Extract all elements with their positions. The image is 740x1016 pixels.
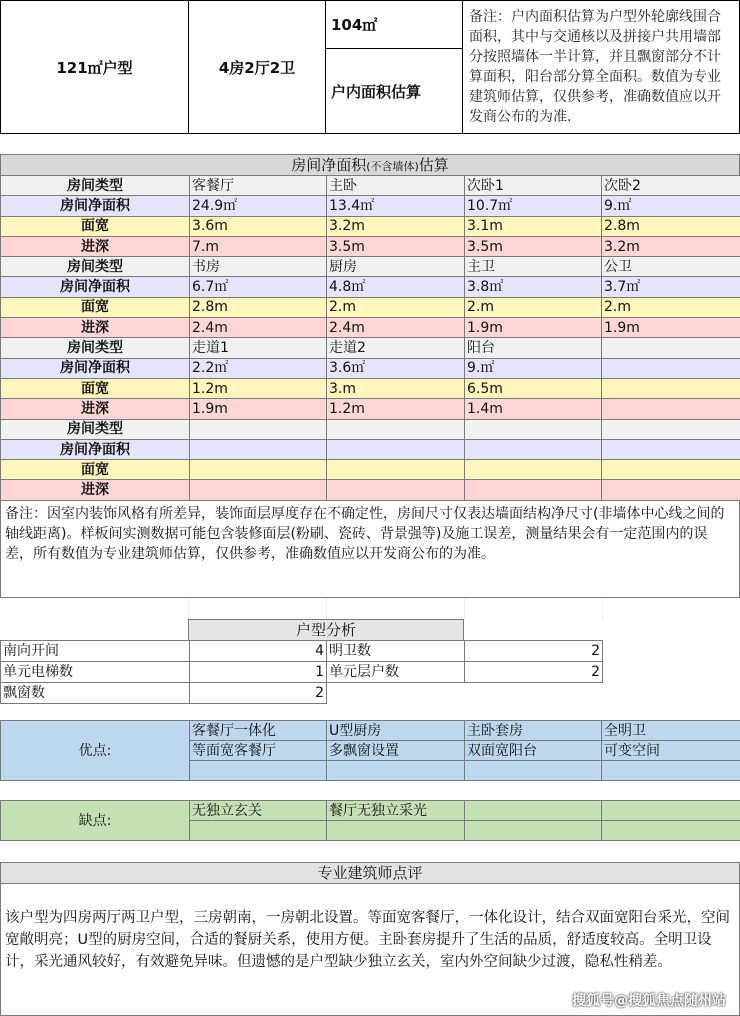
pros-item: 主卧套房 [465,721,602,741]
table-cell [602,338,740,358]
cons-item: 餐厅无独立采光 [327,801,465,821]
cons-item [602,821,740,841]
table-cell: 次卧2 [602,176,740,196]
row-label: 房间类型 [1,338,190,358]
pros-item: 可变空间 [602,741,740,761]
analysis-title-text: 户型分析 [295,621,356,639]
room-section-title-main: 房间净面积 [291,156,367,174]
inner-area-label-cell [325,48,463,134]
room-section-title-small: (不含墙体) [366,160,419,173]
table-cell: 2.4m [190,318,327,338]
cons-item [465,801,602,821]
cons-item [327,821,465,841]
table-cell: 2.m [465,297,602,317]
room-depth-row [1,236,740,256]
row-label: 房间类型 [1,257,190,277]
table-cell [327,480,465,500]
room-depth-row [1,480,740,500]
table-cell: 3.m [327,378,465,398]
table-cell: 3.5m [327,236,465,256]
analysis-value: 1 [190,662,327,683]
table-cell: 7.m [190,236,327,256]
analysis-key: 飘窗数 [1,683,190,704]
pros-item [327,761,465,781]
room-area-row [1,277,740,297]
table-cell: 1.2m [190,378,327,398]
row-label: 面宽 [1,460,190,480]
room-width-row [1,460,740,480]
table-cell [190,480,327,500]
room-depth-row [1,399,740,419]
table-cell: 主卧 [327,176,465,196]
table-cell: 3.8㎡ [465,277,602,297]
pros-table [0,720,740,781]
room-depth-row [1,318,740,338]
analysis-key: 明卫数 [327,641,465,662]
inner-area-cell [325,0,463,49]
table-cell: 3.2m [602,236,740,256]
row-label: 面宽 [1,297,190,317]
analysis-key: 单元层户数 [327,662,465,683]
sheet-gridlines [188,598,740,620]
analysis-value: 2 [465,662,603,683]
cons-item: 无独立玄关 [190,801,327,821]
table-cell: 2.2㎡ [190,358,327,378]
analysis-table [0,640,603,704]
unit-type-cell [0,0,189,134]
table-cell: 2.m [602,297,740,317]
table-cell: 阳台 [465,338,602,358]
pros-label: 优点: [1,721,190,781]
room-section-title-suffix: 估算 [418,156,449,174]
table-cell: 1.9m [465,318,602,338]
analysis-value: 2 [465,641,603,662]
table-cell [602,358,740,378]
table-cell [327,439,465,459]
table-cell [190,419,327,439]
analysis-row [1,683,603,704]
table-cell: 13.4㎡ [327,196,465,216]
table-cell: 次卧1 [465,176,602,196]
room-area-row [1,439,740,459]
row-label: 房间类型 [1,419,190,439]
table-cell: 3.1m [465,216,602,236]
room-area-table [0,175,740,501]
room-type-row [1,338,740,358]
area-note [462,0,740,134]
row-label: 房间净面积 [1,277,190,297]
table-cell: 3.7㎡ [602,277,740,297]
room-type-row [1,419,740,439]
table-cell: 公卫 [602,257,740,277]
room-area-row [1,358,740,378]
table-cell: 9.㎡ [465,358,602,378]
inner-area-value: 104㎡ [331,16,378,34]
analysis-key: 南向开间 [1,641,190,662]
watermark: 搜狐号@搜狐焦点随州站 [572,993,726,1009]
table-cell [465,480,602,500]
pros-item: 等面宽客餐厅 [190,741,327,761]
pros-item: 多飘窗设置 [327,741,465,761]
review-text: 该户型为四房两厅两卫户型，三房朝南，一房朝北设置。等面宽客餐厅，一体化设计，结合双面宽阳台采光，空间宽敞明亮；U型的厨房空间，合适的餐厨关系，使用方便。主卧套房提升了生活的品质，舒适度较高。全明卫设计，采光通风较好，有效避免异味。但遗憾的是户型缺少独立玄关，室内外空间缺少过渡，隐私性稍差。 [5,910,730,970]
row-label: 房间净面积 [1,358,190,378]
area-note-text: 备注：户内面积估算为户型外轮廓线围合面积，其中与交通核以及拼接户共用墙部分按照墙体一半计算，并且飘窗部分不计算面积，阳台部分算全面积。数值为专业建筑师估算，仅供参考，准确数值应以开发商公布的为准. [469,9,721,125]
cons-item [465,821,602,841]
table-cell [465,439,602,459]
table-cell: 9.㎡ [602,196,740,216]
cons-item [190,821,327,841]
room-remark-text: 备注：因室内装饰风格有所差异，装饰面层厚度存在不确定性，房间尺寸仅表达墙面结构净尺寸(非墙体中心线之间的轴线距离)。样板间实测数据可能包含装修面层(粉刷、瓷砖、背景强等)及施工误差，测量结果会有一定范围内的误差，所有数值为专业建筑师估算，仅供参考，准确数值应以开发商公布的为准。 [5,506,725,562]
table-cell: 书房 [190,257,327,277]
cons-label: 缺点: [1,801,190,841]
table-cell: 走道1 [190,338,327,358]
table-cell [602,439,740,459]
cons-item [602,801,740,821]
row-label: 进深 [1,480,190,500]
analysis-row [1,662,603,683]
table-cell: 6.7㎡ [190,277,327,297]
table-cell: 1.4m [465,399,602,419]
table-cell: 3.6㎡ [327,358,465,378]
table-cell [327,460,465,480]
table-cell: 3.2m [327,216,465,236]
table-cell: 1.2m [327,399,465,419]
layout-cell [188,0,326,134]
review-title-text: 专业建筑师点评 [317,864,423,882]
analysis-row [1,641,603,662]
table-cell [602,460,740,480]
table-cell: 厨房 [327,257,465,277]
cons-row [1,801,740,821]
row-label: 房间类型 [1,176,190,196]
pros-item [465,761,602,781]
row-label: 面宽 [1,216,190,236]
pros-item: 全明卫 [602,721,740,741]
pros-row [1,721,740,741]
cons-table [0,800,740,841]
table-cell [465,419,602,439]
table-cell [465,460,602,480]
room-width-row [1,378,740,398]
row-label: 进深 [1,399,190,419]
table-cell: 1.9m [602,318,740,338]
analysis-key: 单元电梯数 [1,662,190,683]
analysis-value: 2 [190,683,327,704]
table-cell [602,378,740,398]
row-label: 进深 [1,318,190,338]
table-cell: 2.8m [602,216,740,236]
room-width-row [1,297,740,317]
table-cell: 10.7㎡ [465,196,602,216]
review-title [0,862,740,884]
table-cell [327,419,465,439]
inner-area-label: 户内面积估算 [331,82,422,101]
room-area-row [1,196,740,216]
pros-item: 客餐厅一体化 [190,721,327,741]
table-cell: 客餐厅 [190,176,327,196]
table-cell [602,399,740,419]
room-section-title [0,154,740,176]
table-cell: 3.5m [465,236,602,256]
layout-text: 4房2厅2卫 [218,58,296,77]
pros-item: U型厨房 [327,721,465,741]
room-remark [0,500,740,598]
table-cell [190,460,327,480]
table-cell: 2.m [327,297,465,317]
row-label: 房间净面积 [1,439,190,459]
row-label: 房间净面积 [1,196,190,216]
pros-item [190,761,327,781]
table-cell: 2.8m [190,297,327,317]
room-width-row [1,216,740,236]
room-type-row [1,257,740,277]
pros-item: 双面宽阳台 [465,741,602,761]
row-label: 进深 [1,236,190,256]
table-cell: 3.6m [190,216,327,236]
table-cell: 2.4m [327,318,465,338]
table-cell [602,419,740,439]
analysis-value: 4 [190,641,327,662]
unit-type: 121㎡户型 [56,58,133,77]
table-cell: 4.8㎡ [327,277,465,297]
analysis-title [188,619,464,641]
table-cell: 主卫 [465,257,602,277]
table-cell [190,439,327,459]
table-cell [602,480,740,500]
pros-item [602,761,740,781]
row-label: 面宽 [1,378,190,398]
table-cell: 24.9㎡ [190,196,327,216]
table-cell: 1.9m [190,399,327,419]
room-type-row [1,176,740,196]
table-cell: 走道2 [327,338,465,358]
table-cell: 6.5m [465,378,602,398]
